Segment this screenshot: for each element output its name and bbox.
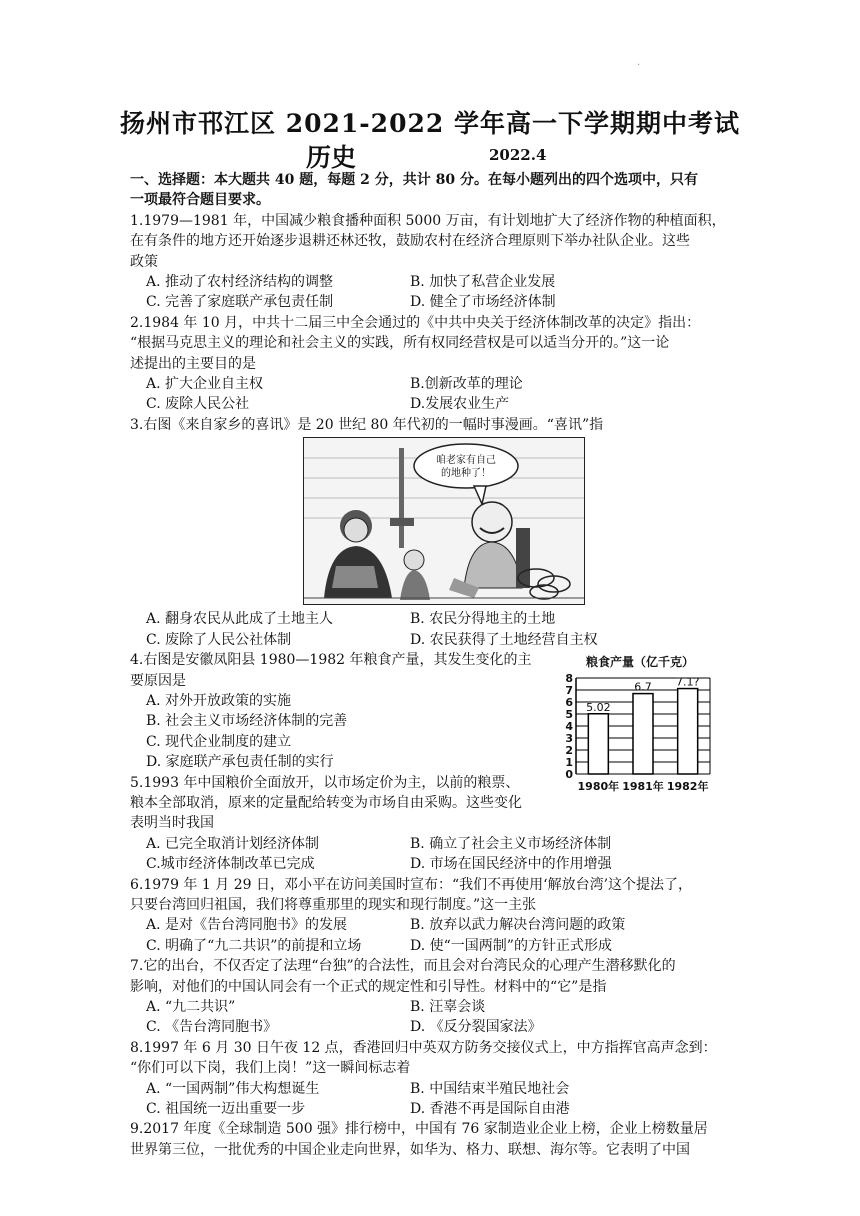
question-3-options bbox=[130, 609, 730, 650]
option-a[interactable]: A. 推动了农村经济结构的调整 bbox=[146, 274, 334, 291]
question-5-line-2: 粮本全部取消，原来的定量配给转变为市场自由采购。这些变化 bbox=[130, 794, 522, 811]
y-tick-label: 8 bbox=[565, 672, 573, 686]
bar bbox=[588, 714, 608, 774]
option-b[interactable]: B. 确立了社会主义市场经济体制 bbox=[410, 835, 612, 852]
option-a[interactable]: A. 是对《告台湾同胞书》的发展 bbox=[146, 917, 348, 934]
question-1-line-1: 1.1979—1981 年，中国减少粮食播种面积 5000 万亩，有计划地扩大了经济作物的种植面积， bbox=[130, 212, 726, 229]
exam-title: 扬州市邗江区 2021-2022 学年高一下学期期中考试 bbox=[120, 109, 740, 138]
question-2 bbox=[130, 313, 730, 415]
y-tick-label: 5 bbox=[565, 708, 573, 722]
x-tick-label: 1980年 bbox=[577, 780, 620, 794]
bubble-text-line-2: 的地种了！ bbox=[441, 468, 491, 480]
question-9-line-2: 世界第三位，一批优秀的中国企业走向世界，如华为、格力、联想、海尔等。它表明了中国 bbox=[130, 1141, 690, 1158]
section-heading-line-2: 一项最符合题目要求。 bbox=[130, 192, 270, 209]
y-tick-label: 1 bbox=[565, 756, 573, 770]
chart-title: 粮食产量（亿千克） bbox=[585, 655, 695, 670]
grain-output-chart bbox=[560, 652, 720, 798]
question-9-line-1: 9.2017 年度《全球制造 500 强》排行榜中，中国有 76 家制造业企业上榜，企业上榜数量居 bbox=[130, 1121, 708, 1138]
section-heading-line-1: 一、选择题：本大题共 40 题，每题 2 分，共计 80 分。在每小题列出的四个选项中，只有 bbox=[130, 172, 698, 188]
y-tick-label: 6 bbox=[565, 696, 573, 710]
question-6-line-1: 6.1979 年 1 月 29 日，邓小平在访问美国时宣布：“我们不再使用‘解放台湾’这个提法了， bbox=[130, 876, 693, 893]
option-b[interactable]: B. 农民分得地主的土地 bbox=[410, 611, 556, 628]
question-6-line-2: 只要台湾回归祖国，我们将尊重那里的现实和现行制度。”这一主张 bbox=[130, 896, 537, 913]
y-tick-label: 2 bbox=[565, 744, 573, 758]
question-5-options bbox=[130, 834, 730, 875]
option-d[interactable]: D.发展农业生产 bbox=[410, 396, 510, 413]
option-d[interactable]: D. 香港不再是国际自由港 bbox=[410, 1101, 570, 1118]
question-7-line-2: 影响，对他们的中国认同会有一个正式的规定性和引导性。材料中的“它”是指 bbox=[130, 978, 607, 995]
cartoon-illustration bbox=[304, 438, 584, 604]
option-a[interactable]: A. 对外开放政策的实施 bbox=[146, 692, 292, 709]
option-c[interactable]: C. 《告台湾同胞书》 bbox=[146, 1019, 278, 1036]
option-a[interactable]: A. 翻身农民从此成了土地主人 bbox=[146, 611, 334, 628]
question-8-options bbox=[130, 1079, 730, 1120]
page-dot: · bbox=[637, 60, 641, 71]
option-a[interactable]: A. “一国两制”伟大构想诞生 bbox=[146, 1080, 320, 1097]
question-2-options bbox=[130, 374, 730, 415]
question-8-line-1: 8.1997 年 6 月 30 日午夜 12 点，香港回归中英双方防务交接仪式上，中方指挥官高声念到： bbox=[130, 1039, 717, 1056]
question-5-line-3: 表明当时我国 bbox=[130, 815, 214, 832]
option-b[interactable]: B.创新改革的理论 bbox=[410, 376, 523, 393]
question-7 bbox=[130, 956, 730, 1038]
question-4-line-2: 要原因是 bbox=[130, 672, 186, 689]
option-c[interactable]: C. 明确了“九二共识”的前提和立场 bbox=[146, 937, 362, 954]
question-8-line-2: “你们可以下岗，我们上岗！”这一瞬间标志着 bbox=[130, 1060, 411, 1077]
question-4-text bbox=[130, 650, 550, 772]
option-b[interactable]: B. 放弃以武力解决台湾问题的政策 bbox=[410, 917, 626, 934]
y-tick-label: 7 bbox=[565, 684, 573, 698]
option-c[interactable]: C. 祖国统一迈出重要一步 bbox=[146, 1101, 306, 1118]
question-2-line-2: “根据马克思主义的理论和社会主义的实践，所有权同经营权是可以适当分开的。”这一论 bbox=[130, 335, 670, 352]
bar bbox=[633, 694, 653, 774]
option-d[interactable]: D. 《反分裂国家法》 bbox=[410, 1019, 542, 1036]
option-d[interactable]: D. 健全了市场经济体制 bbox=[410, 294, 556, 311]
question-7-options bbox=[130, 997, 730, 1038]
option-b[interactable]: B. 中国结束半殖民地社会 bbox=[410, 1080, 570, 1097]
bubble-text-line-1: 咱老家有自己 bbox=[436, 455, 496, 467]
option-d[interactable]: D. 农民获得了土地经营自主权 bbox=[410, 631, 598, 648]
option-a[interactable]: A. 扩大企业自主权 bbox=[146, 376, 264, 393]
subject-label: 历史 bbox=[306, 143, 357, 172]
option-c[interactable]: C.城市经济体制改革已完成 bbox=[146, 856, 315, 873]
option-b[interactable]: B. 汪辜会谈 bbox=[410, 999, 486, 1015]
option-c[interactable]: C. 完善了家庭联产承包责任制 bbox=[146, 294, 334, 311]
option-a[interactable]: A. 已完全取消计划经济体制 bbox=[146, 835, 320, 852]
option-b[interactable]: B. 社会主义市场经济体制的完善 bbox=[146, 713, 348, 730]
y-tick-label: 3 bbox=[565, 732, 573, 746]
question-2-line-1: 2.1984 年 10 月，中共十二届三中全会通过的《中共中央关于经济体制改革的决定》指出： bbox=[130, 314, 701, 331]
y-tick-label: 4 bbox=[565, 720, 573, 734]
x-tick-label: 1982年 bbox=[666, 780, 709, 794]
option-a[interactable]: A. “九二共识” bbox=[146, 999, 236, 1015]
question-2-line-3: 述提出的主要目的是 bbox=[130, 355, 256, 372]
cartoon-figure bbox=[303, 437, 585, 605]
option-c[interactable]: C. 现代企业制度的建立 bbox=[146, 733, 292, 750]
question-1 bbox=[130, 211, 730, 313]
x-tick-label: 1981年 bbox=[622, 780, 664, 794]
option-d[interactable]: D. 使“一国两制”的方针正式形成 bbox=[410, 937, 612, 954]
question-1-line-2: 在有条件的地方还开始逐步退耕还林还牧，鼓励农村在经济合理原则下举办社队企业。这些 bbox=[130, 233, 690, 250]
data-label: 6.7 bbox=[634, 680, 652, 694]
bar bbox=[678, 689, 698, 774]
question-6 bbox=[130, 875, 730, 957]
question-9 bbox=[130, 1119, 730, 1160]
question-6-options bbox=[130, 915, 730, 956]
option-c[interactable]: C. 废除了人民公社体制 bbox=[146, 631, 292, 648]
question-4-line-1: 4.右图是安徽凤阳县 1980—1982 年粮食产量，其发生变化的主 bbox=[130, 652, 532, 669]
data-label: 5.02 bbox=[586, 700, 611, 714]
option-c[interactable]: C. 废除人民公社 bbox=[146, 396, 250, 413]
question-3-line-1: 3.右图《来自家乡的喜讯》是 20 世纪 80 年代初的一幅时事漫画。“喜讯”指 bbox=[130, 416, 604, 433]
option-b[interactable]: B. 加快了私营企业发展 bbox=[410, 274, 556, 291]
option-d[interactable]: D. 家庭联产承包责任制的实行 bbox=[146, 754, 334, 771]
question-1-line-3: 政策 bbox=[130, 253, 158, 270]
question-1-options bbox=[130, 272, 730, 313]
data-label: 7.1? bbox=[675, 675, 700, 689]
option-d[interactable]: D. 市场在国民经济中的作用增强 bbox=[410, 856, 612, 873]
exam-date: 2022.4 bbox=[489, 146, 547, 164]
question-5-line-1: 5.1993 年中国粮价全面放开，以市场定价为主，以前的粮票、 bbox=[130, 774, 520, 791]
question-8 bbox=[130, 1038, 730, 1120]
y-tick-label: 0 bbox=[565, 768, 573, 782]
question-7-line-1: 7.它的出台，不仅否定了法理“台独”的合法性，而且会对台湾民众的心理产生潜移默化的 bbox=[130, 958, 676, 975]
exam-content bbox=[130, 170, 730, 1160]
question-3 bbox=[130, 415, 730, 650]
